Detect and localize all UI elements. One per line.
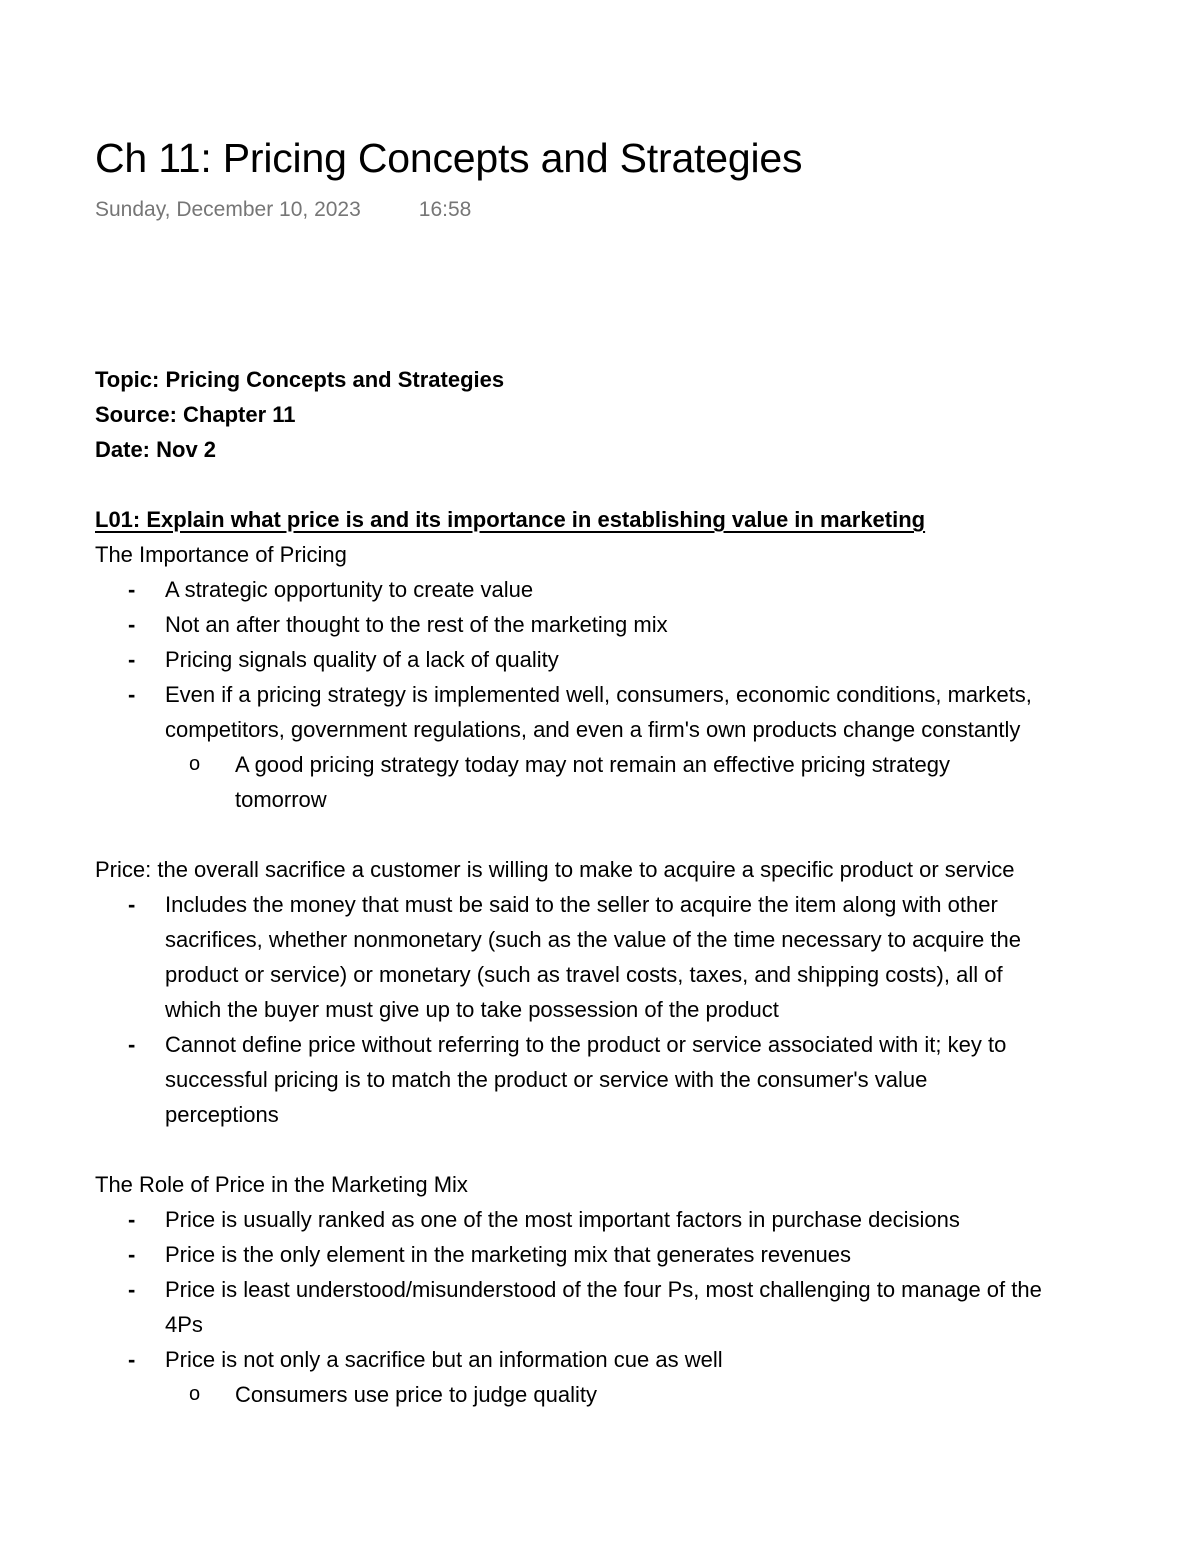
spacer [95,1132,1200,1167]
dash-bullet: - [128,647,136,672]
list-item-text: product or service) or monetary (such as travel costs, taxes, and shipping costs), all of [165,962,1003,987]
list-item-text: which the buyer must give up to take possession of the product [165,997,779,1022]
dash-bullet: - [128,1347,136,1372]
dash-bullet: - [128,892,136,917]
circle-bullet: o [189,753,201,775]
list-item [95,1027,1200,1132]
sub-list-item-text: Consumers use price to judge quality [235,1382,597,1407]
dash-bullet: - [128,1032,136,1057]
spacer [95,467,1200,502]
sub-list-item [165,747,1200,817]
dash-bullet: - [128,1207,136,1232]
lo1-heading: L01: Explain what price is and its importance in establishing value in marketing [95,507,926,532]
topic-line: Topic: Pricing Concepts and Strategies [95,367,505,392]
list-item-text: Price is not only a sacrifice but an information cue as well [165,1347,723,1372]
list-item [95,572,1200,607]
dash-bullet: - [128,1242,136,1267]
list-item-text: competitors, government regulations, and even a firm's own products change constantly [165,717,1021,742]
list-item-text: Even if a pricing strategy is implemented well, consumers, economic conditions, markets, [165,682,1032,707]
sub-list-item [165,1377,1200,1412]
dash-bullet: - [128,612,136,637]
role-list [95,1202,1200,1412]
list-item [95,887,1200,1027]
list-item-text: sacrifices, whether nonmonetary (such as the value of the time necessary to acquire the [165,927,1021,952]
price-definition: Price: the overall sacrifice a customer is willing to make to acquire a specific product or service [95,857,1015,882]
note-body [95,362,1200,1412]
spacer [95,817,1200,852]
source-line: Source: Chapter 11 [95,402,296,427]
list-item-text: perceptions [165,1102,279,1127]
list-item [95,607,1200,642]
sub-list [165,1377,1200,1412]
list-item [95,1237,1200,1272]
list-item [95,677,1200,817]
importance-list [95,572,1200,817]
list-item-text: 4Ps [165,1312,203,1337]
page-timestamp [95,196,1200,224]
sub-list [165,747,1200,817]
importance-title: The Importance of Pricing [95,542,347,567]
dash-bullet: - [128,1277,136,1302]
list-item [95,1202,1200,1237]
sub-list-item-text: A good pricing strategy today may not remain an effective pricing strategy [235,752,950,777]
dash-bullet: - [128,682,136,707]
list-item [95,1342,1200,1412]
page-date: Sunday, December 10, 2023 [95,198,361,221]
role-title: The Role of Price in the Marketing Mix [95,1172,468,1197]
dash-bullet: - [128,577,136,602]
list-item-text: successful pricing is to match the product or service with the consumer's value [165,1067,928,1092]
list-item [95,642,1200,677]
page-time: 16:58 [418,198,472,221]
price-list [95,887,1200,1132]
date-line: Date: Nov 2 [95,437,217,462]
note-page [95,130,1200,1407]
list-item-text: Cannot define price without referring to the product or service associated with it; key to [165,1032,1007,1057]
list-item-text: Includes the money that must be said to the seller to acquire the item along with other [165,892,998,917]
list-item-text: Pricing signals quality of a lack of quality [165,647,559,672]
list-item [95,1272,1200,1342]
page-title: Ch 11: Pricing Concepts and Strategies [95,135,803,181]
list-item-text: Not an after thought to the rest of the marketing mix [165,612,668,637]
list-item-text: Price is least understood/misunderstood of the four Ps, most challenging to manage of the [165,1277,1042,1302]
circle-bullet: o [189,1383,201,1405]
list-item-text: A strategic opportunity to create value [165,577,534,602]
list-item-text: Price is usually ranked as one of the most important factors in purchase decisions [165,1207,960,1232]
list-item-text: Price is the only element in the marketing mix that generates revenues [165,1242,852,1267]
sub-list-item-text: tomorrow [235,787,327,812]
